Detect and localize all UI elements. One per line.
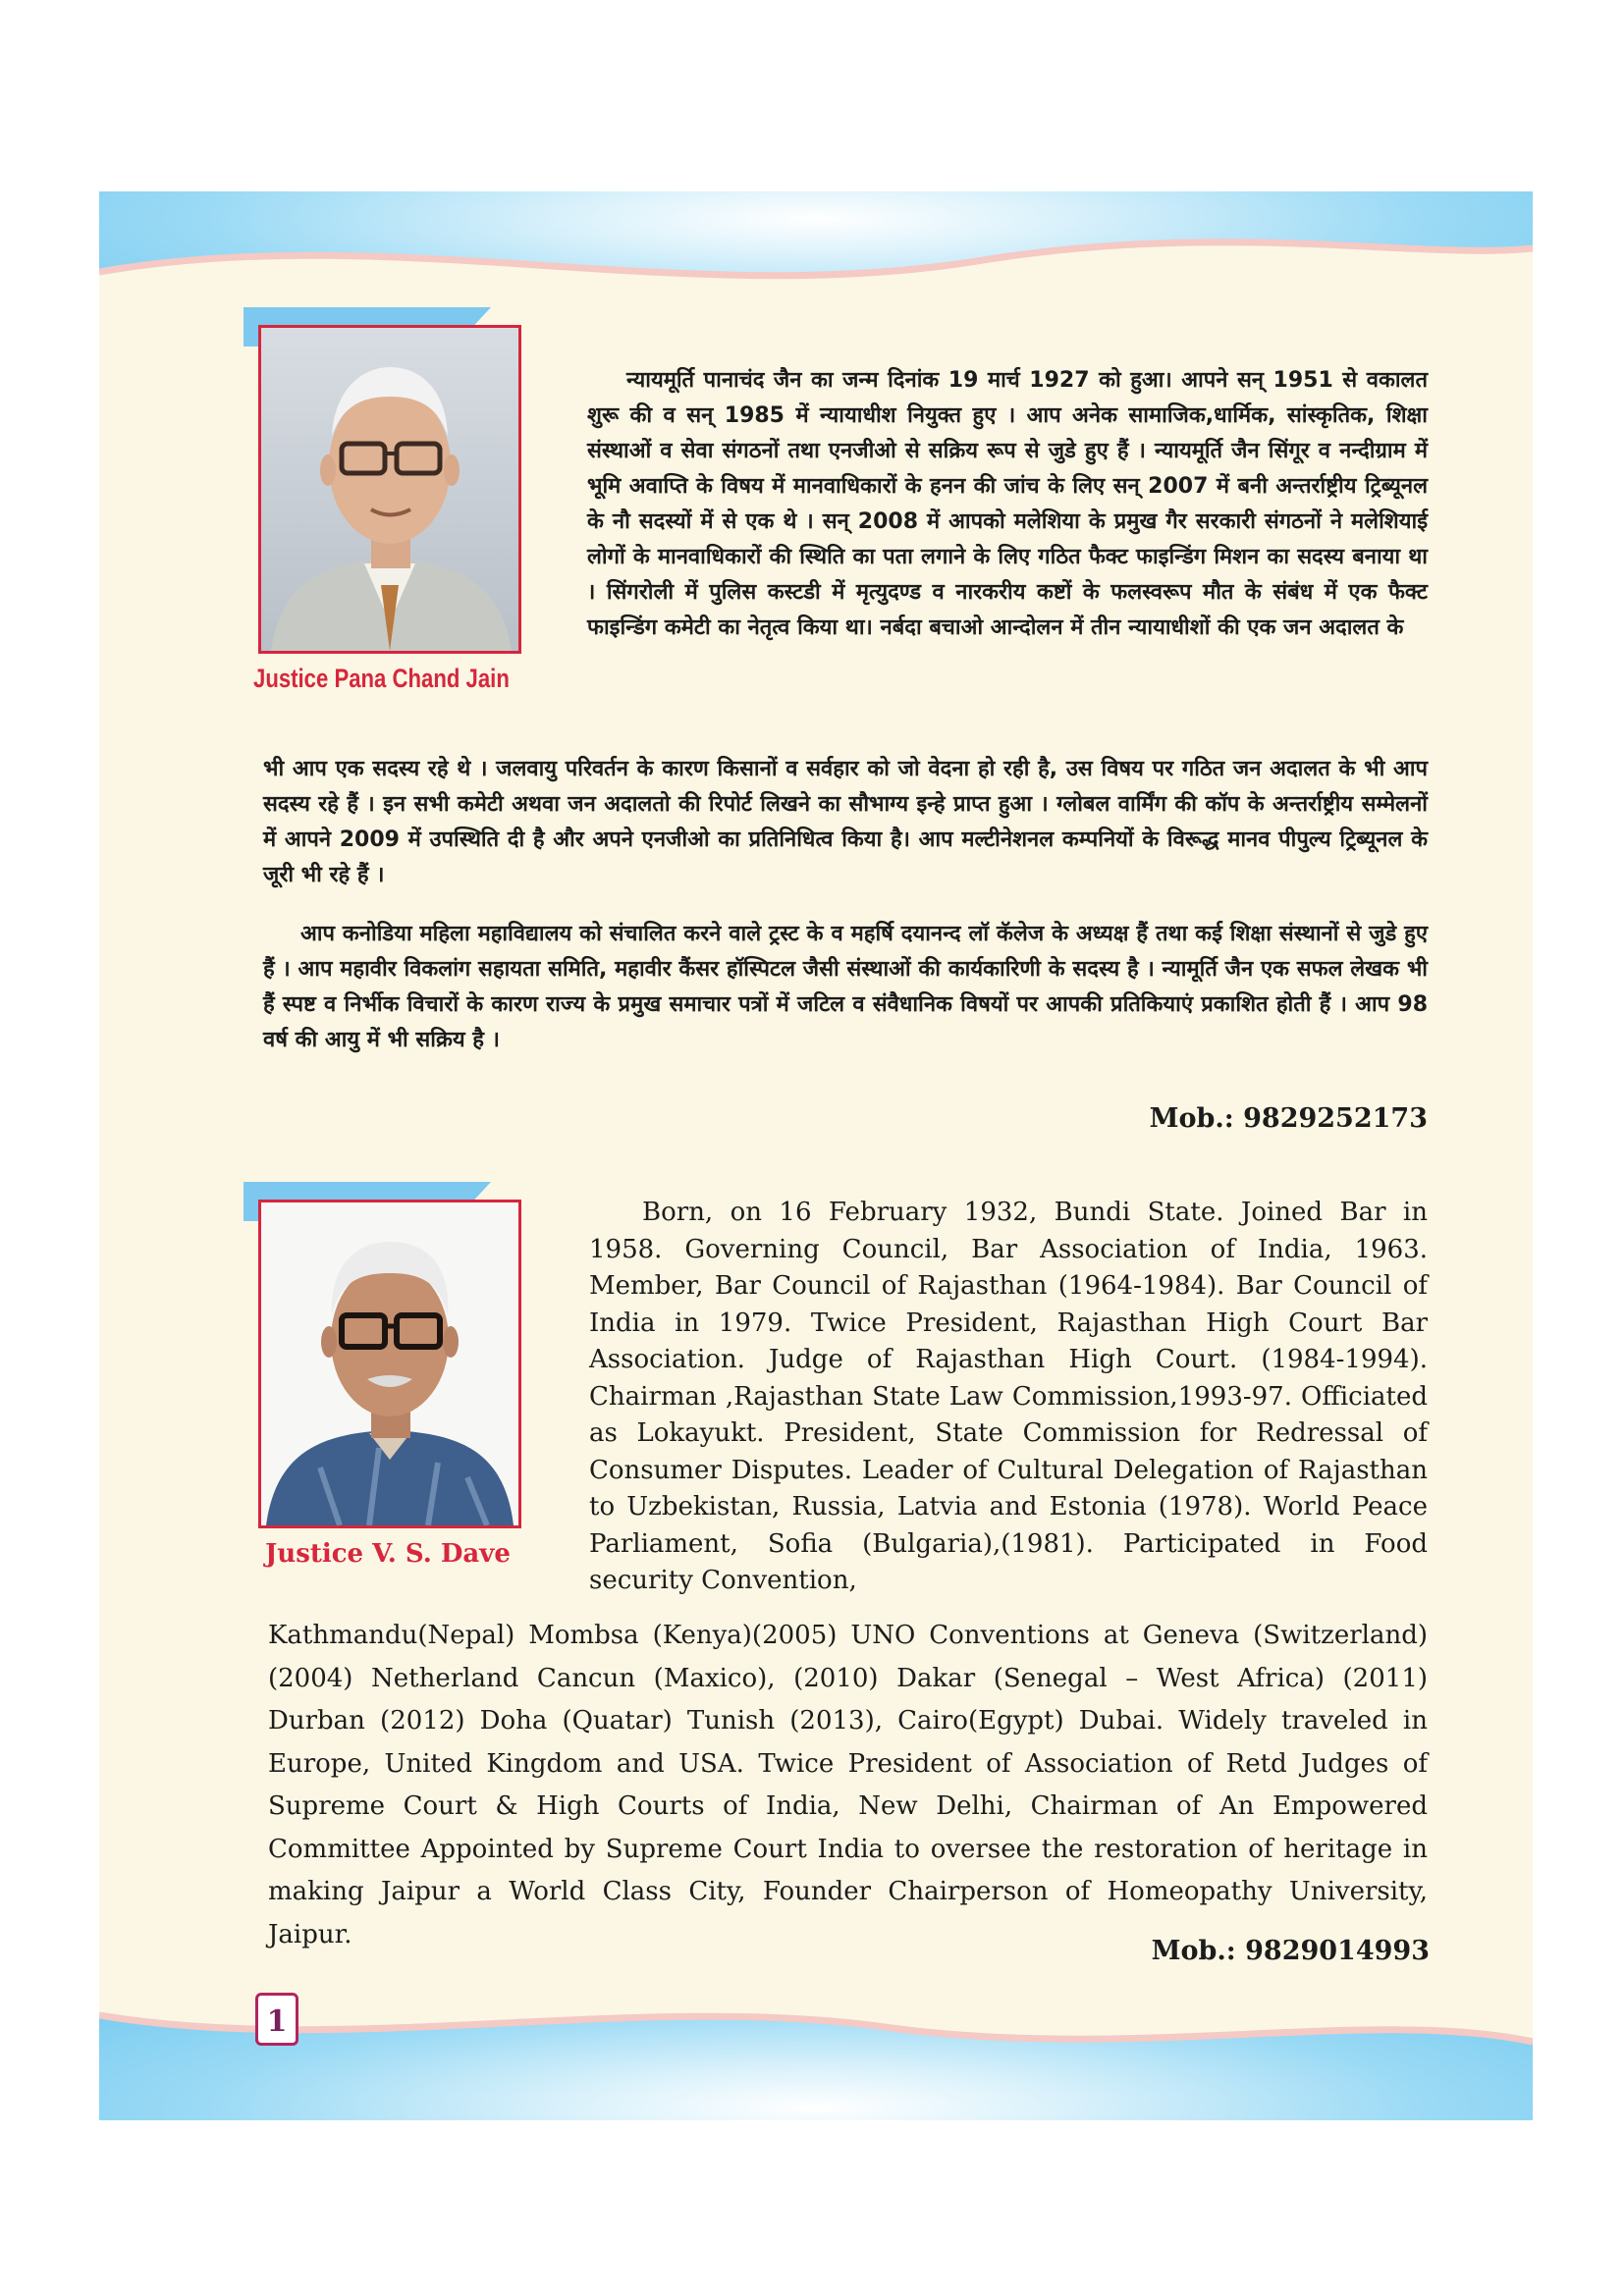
hindi-bio-paragraph-1: न्यायमूर्ति पानाचंद जैन का जन्म दिनांक 19 मार्च 1927 को हुआ। आपने सन् 1951 से वकालत शुरू की व सन् 1985 में न्यायाधीश नियुक्त हुए । आप अनेक सामाजिक,धार्मिक, सांस्कृतिक, शिक्षा संस्थाओं व सेवा संगठनों तथा एनजीओ से सक्रिय रूप से जुडे हुए हैं । न्यायमूर्ति जैन सिंगूर व नन्दीग्राम में भूमि अवाप्ति के विषय में मानवाधिकारों के हनन की जांच के लिए सन् 2007 में बनी अन्तर्राष्ट्रीय ट्रिब्यूनल के नौ सदस्यों में से एक थे । सन् 2008 में आपको मलेशिया के प्रमुख गैर सरकारी संगठनों ने मलेशियाई लोगों के मानवाधिकारों की स्थिति का पता लगाने के लिए गठित फैक्ट फाइन्डिंग मिशन का सदस्य बनाया था । सिंगरोली में पुलिस कस्टडी में मृत्युदण्ड व नारकरीय कष्टों के फलस्वरूप मौत के संबंध में एक फैक्ट फाइन्डिंग कमेटी का नेतृत्व किया था। नर्बदा बचाओ आन्दोलन में तीन न्यायाधीशों की एक जन अदालत के [587,368,1428,640]
mobile-number-2: Mob.: 9829014993 [1151,1936,1430,1966]
profile-name-v-s-dave: Justice V. S. Dave [265,1539,511,1569]
hindi-bio-paragraph-1-continued: भी आप एक सदस्य रहे थे । जलवायु परिवर्तन के कारण किसानों व सर्वहार को जो वेदना हो रही है, उस विषय पर गठित जन अदालत के भी आप सदस्य रहे हैं । इन सभी कमेटी अथवा जन अदालतो की रिपोर्ट लिखने का सौभाग्य इन्हे प्राप्त हुआ । ग्लोबल वार्मिंग की कॉप के अन्तर्राष्ट्रीय सम्मेलनों में आपने 2009 में उपस्थिति दी है और अपने एनजीओ का प्रतिनिधित्व किया है। आप मल्टीनेशनल कम्पनियों के विरूद्ध मानव पीपुल्य ट्रिब्यूनल के जूरी भी रहे हैं । [263,757,1428,887]
mobile-number-1: Mob.: 9829252173 [1149,1103,1428,1134]
page-number: 1 [255,1993,298,2046]
english-bio-paragraph-continued: Kathmandu(Nepal) Mombsa (Kenya)(2005) UNO Conventions at Geneva (Switzerland) (2004) Netherland Cancun (Maxico), (2010) Dakar (Senegal – West Africa) (2011) Durban (2012) Doha (Quatar) Tunish (2013), Cairo(Egypt) Dubai. Widely traveled in Europe, United Kingdom and USA. Twice President of Association of Retd Judges of Supreme Court & High Courts of India, New Delhi, Chairman of An Empowered Committee Appointed by Supreme Court India to oversee the restoration of heritage in making Jaipur a World Class City, Founder Chairperson of Homeopathy University, Jaipur. [268,1621,1428,1949]
portrait-pana-chand-jain [258,325,521,654]
english-bio-paragraph: Born, on 16 February 1932, Bundi State. Joined Bar in 1958. Governing Council, Bar Association of India, 1963. Member, Bar Council of Rajasthan (1964-1984). Bar Council of India in 1979. Twice President, Rajasthan High Court Bar Association. Judge of Rajasthan High Court. (1984-1994). Chairman ,Rajasthan State Law Commission,1993-97. Officiated as Lokayukt. President, State Commission for Redressal of Consumer Disputes. Leader of Cultural Delegation of Rajasthan to Uzbekistan, Russia, Latvia and Estonia (1978). World Peace Parliament, Sofia (Bulgaria),(1981). Participated in Food security Convention, [589,1198,1428,1595]
portrait-v-s-dave [258,1200,521,1528]
hindi-bio-paragraph-2: आप कनोडिया महिला महाविद्यालय को संचालित करने वाले ट्रस्ट के व महर्षि दयानन्द लॉ कॅलेज के अध्यक्ष हैं तथा कई शिक्षा संस्थानों से जुडे हुए हैं । आप महावीर विकलांग सहायता समिति, महावीर कैंसर हॉस्पिटल जैसी संस्थाओं की कार्यकारिणी के सदस्य है । न्यामूर्ति जैन एक सफल लेखक भी हैं स्पष्ट व निर्भीक विचारों के कारण राज्य के प्रमुख समाचार पत्रों में जटिल व संवैधानिक विषयों पर आपकी प्रतिकियाएं प्रकाशित होती हैं । आप 98 वर्ष की आयु में भी सक्रिय है । [263,922,1428,1052]
profile-name-pana-chand-jain: Justice Pana Chand Jain [253,664,510,693]
